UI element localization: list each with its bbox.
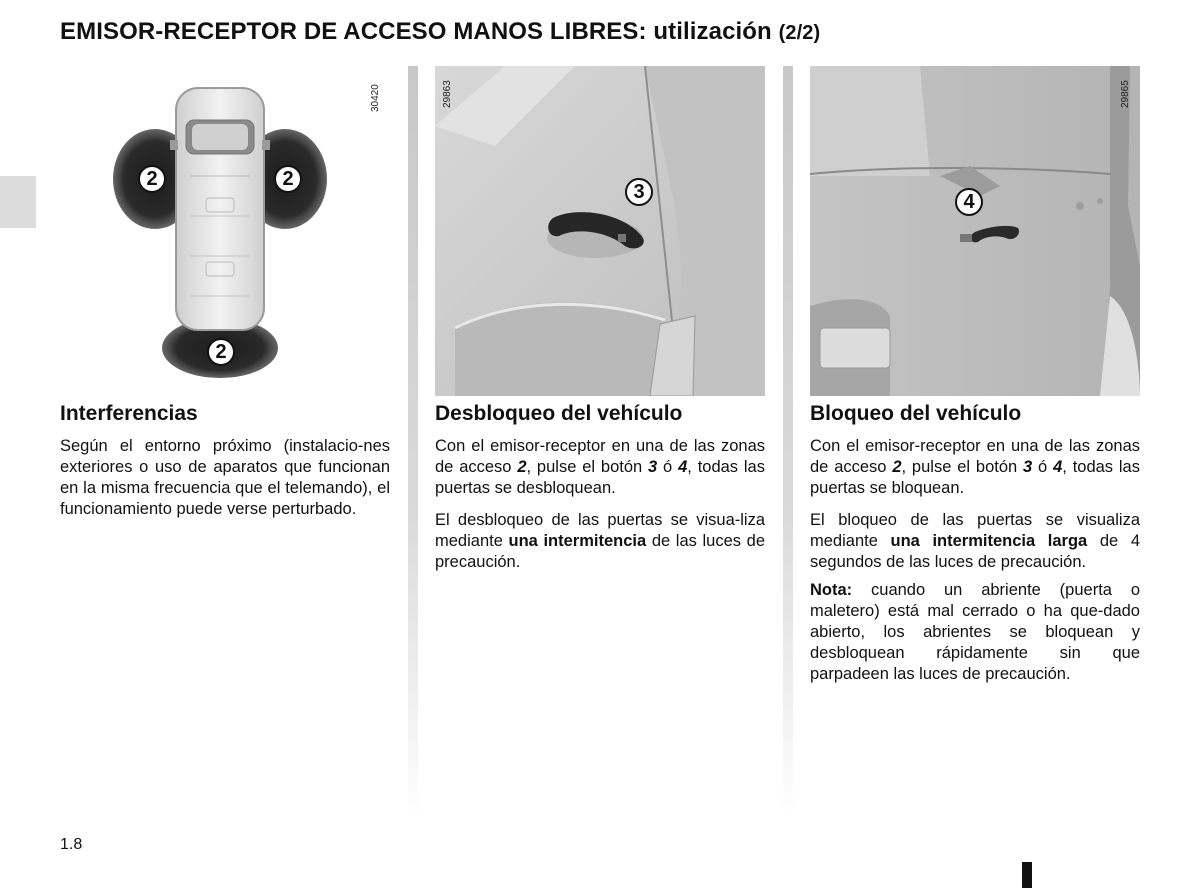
page-title-suffix: (2/2) [778, 22, 821, 44]
handle-button [618, 234, 626, 242]
paragraph-desbloqueo-1: Con el emisor-receptor en una de las zonas de acceso 2, pulse el botón 3 ó 4, todas las puertas se desbloquean. [435, 437, 765, 497]
callout-zone-right: 2 [274, 165, 302, 193]
paragraph-bloqueo-nota: Nota: cuando un abriente (puerta o maletero) está mal cerrado o ha que-dado abierto, los abrientes se bloquean y desbloquean rápidamente sin que parpadeen las luces de precaución. [810, 581, 1140, 683]
rear-handle-button [960, 234, 972, 242]
paragraph-bloqueo-2: El bloqueo de las puertas se visualiza mediante una intermitencia larga de 4 segundos de las luces de precaución. [810, 511, 1140, 571]
paragraph-bloqueo-1: Con el emisor-receptor en una de las zonas de acceso 2, pulse el botón 3 ó 4, todas las puertas se bloquean. [810, 437, 1140, 497]
rear-handle-illustration [810, 66, 1140, 396]
callout-button-4: 4 [955, 188, 983, 216]
figure-code-3: 29865 [1120, 80, 1131, 108]
column-divider-right [783, 66, 793, 821]
callout-zone-rear: 2 [207, 338, 235, 366]
figure-code-1: 30420 [370, 84, 381, 112]
callout-zone-left: 2 [138, 165, 166, 193]
van-windshield-reflection [192, 124, 248, 150]
figure-door-handle-rear [810, 66, 1140, 396]
heading-desbloqueo: Desbloqueo del vehículo [435, 402, 683, 425]
page-title [60, 18, 820, 46]
paragraph-interferencias: Según el entorno próximo (instalacio-nes exteriores o uso de aparatos que funcionan en la misma frecuencia que el telemando), el funcionamiento puede verse perturbado. [60, 437, 390, 518]
page-title-main: EMISOR-RECEPTOR DE ACCESO MANOS LIBRES: utilización [60, 18, 772, 45]
callout-button-3: 3 [625, 178, 653, 206]
chapter-tab [0, 176, 36, 228]
page-edge-marker [1022, 862, 1032, 888]
figure-code-2: 29863 [442, 80, 453, 108]
figure-door-handle-front [435, 66, 765, 396]
figure-van-top-view [60, 66, 390, 396]
paragraph-desbloqueo-2: El desbloqueo de las puertas se visua-liza mediante una intermitencia de las luces de precaución. [435, 511, 766, 571]
heading-interferencias: Interferencias [60, 402, 198, 425]
heading-bloqueo: Bloqueo del vehículo [810, 402, 1022, 425]
page-number: 1.8 [60, 836, 83, 853]
column-divider-left [408, 66, 418, 821]
door-handle-illustration [435, 66, 765, 396]
